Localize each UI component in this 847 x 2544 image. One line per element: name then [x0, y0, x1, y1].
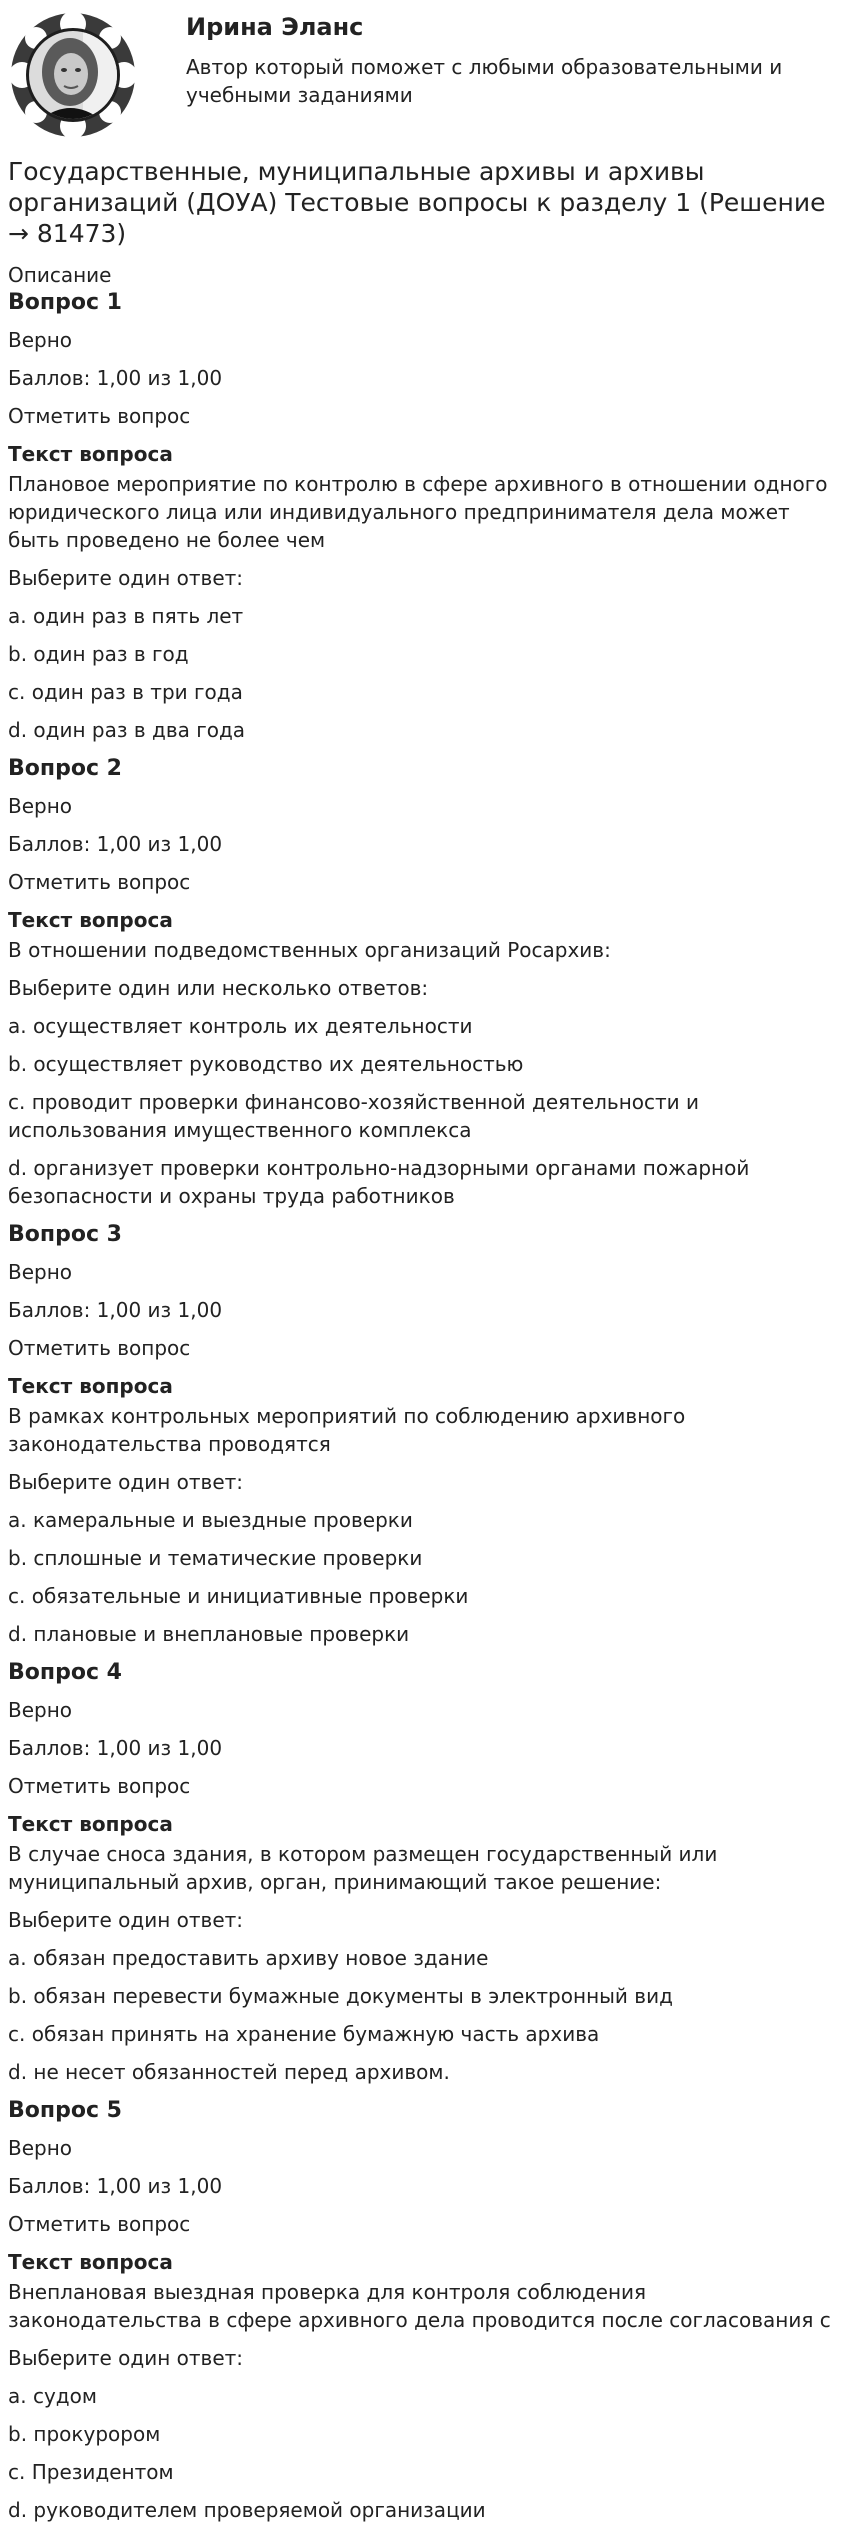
question-text-label: Текст вопроса	[8, 908, 173, 932]
document-title: Государственные, муниципальные архивы и архивы организаций (ДОУА) Тестовые вопросы к разделу 1 (Решение → 81473)	[8, 157, 826, 248]
answer-option[interactable]: c. один раз в три года	[8, 680, 243, 704]
answer-prompt: Выберите один ответ:	[8, 1908, 244, 1932]
answer-list	[8, 2382, 839, 2524]
answer-list	[8, 1506, 839, 1648]
question-block	[8, 1220, 839, 1648]
answer-option[interactable]: c. Президентом	[8, 2460, 174, 2484]
answer-option[interactable]: a. осуществляет контроль их деятельности	[8, 1014, 473, 1038]
answer-option[interactable]: a. один раз в пять лет	[8, 604, 244, 628]
question-status: Верно	[8, 2136, 73, 2160]
answer-list	[8, 1944, 839, 2086]
author-header	[8, 8, 839, 146]
question-title: Вопрос 4	[8, 1660, 122, 1685]
answer-option[interactable]: d. плановые и внеплановые проверки	[8, 1622, 410, 1646]
answer-option[interactable]: c. обязательные и инициативные проверки	[8, 1584, 469, 1608]
answer-prompt: Выберите один ответ:	[8, 566, 244, 590]
question-block	[8, 288, 839, 744]
question-text-label: Текст вопроса	[8, 2250, 173, 2274]
answer-prompt: Выберите один ответ:	[8, 1470, 244, 1494]
answer-option[interactable]: b. прокурором	[8, 2422, 161, 2446]
question-status: Верно	[8, 1260, 73, 1284]
question-text: В случае сноса здания, в котором размещен государственный или муниципальный архив, орган, принимающий такое решение:	[8, 1842, 718, 1894]
answer-option[interactable]: b. один раз в год	[8, 642, 189, 666]
answer-option[interactable]: d. руководителем проверяемой организации	[8, 2498, 486, 2522]
question-text: Внеплановая выездная проверка для контроля соблюдения законодательства в сфере архивного дела проводится после согласования с	[8, 2280, 831, 2332]
question-status: Верно	[8, 1698, 73, 1722]
question-block	[8, 754, 839, 1210]
flag-question-link[interactable]: Отметить вопрос	[8, 1774, 191, 1798]
author-description: Автор который поможет с любыми образовательными и учебными заданиями	[186, 55, 783, 107]
flag-question-link[interactable]: Отметить вопрос	[8, 404, 191, 428]
answer-option[interactable]: b. обязан перевести бумажные документы в электронный вид	[8, 1984, 673, 2008]
questions-list	[8, 288, 839, 2524]
answer-option[interactable]: c. обязан принять на хранение бумажную часть архива	[8, 2022, 600, 2046]
question-text-label: Текст вопроса	[8, 1812, 173, 1836]
question-score: Баллов: 1,00 из 1,00	[8, 366, 223, 390]
question-title: Вопрос 1	[8, 290, 122, 315]
question-title: Вопрос 2	[8, 756, 122, 781]
author-info	[186, 8, 826, 109]
answer-option[interactable]: a. камеральные и выездные проверки	[8, 1508, 413, 1532]
author-name[interactable]: Ирина Эланс	[186, 13, 364, 41]
answer-prompt: Выберите один или несколько ответов:	[8, 976, 429, 1000]
answer-option[interactable]: b. осуществляет руководство их деятельностью	[8, 1052, 524, 1076]
question-status: Верно	[8, 328, 73, 352]
avatar[interactable]	[8, 10, 138, 140]
flag-question-link[interactable]: Отметить вопрос	[8, 1336, 191, 1360]
answer-option[interactable]: d. не несет обязанностей перед архивом.	[8, 2060, 450, 2084]
flag-question-link[interactable]: Отметить вопрос	[8, 2212, 191, 2236]
answer-option[interactable]: a. судом	[8, 2384, 97, 2408]
answer-list	[8, 602, 839, 744]
answer-prompt: Выберите один ответ:	[8, 2346, 244, 2370]
answer-option[interactable]: b. сплошные и тематические проверки	[8, 1546, 423, 1570]
answer-option[interactable]: d. организует проверки контрольно-надзорными органами пожарной безопасности и охраны труда работников	[8, 1156, 750, 1208]
avatar-image	[8, 10, 138, 140]
question-score: Баллов: 1,00 из 1,00	[8, 1736, 223, 1760]
question-title: Вопрос 3	[8, 1222, 122, 1247]
answer-list	[8, 1012, 839, 1210]
answer-option[interactable]: a. обязан предоставить архиву новое здание	[8, 1946, 489, 1970]
question-text: Плановое мероприятие по контролю в сфере архивного в отношении одного юридического лица или индивидуального предпринимателя дела может быть проведено не более чем	[8, 472, 828, 552]
question-status: Верно	[8, 794, 73, 818]
answer-option[interactable]: c. проводит проверки финансово-хозяйственной деятельности и использования имущественного комплекса	[8, 1090, 700, 1142]
question-text: В отношении подведомственных организаций Росархив:	[8, 938, 611, 962]
description-label: Описание	[8, 263, 112, 287]
question-score: Баллов: 1,00 из 1,00	[8, 1298, 223, 1322]
question-block	[8, 2096, 839, 2524]
question-score: Баллов: 1,00 из 1,00	[8, 2174, 223, 2198]
question-title: Вопрос 5	[8, 2098, 122, 2123]
flag-question-link[interactable]: Отметить вопрос	[8, 870, 191, 894]
question-score: Баллов: 1,00 из 1,00	[8, 832, 223, 856]
answer-option[interactable]: d. один раз в два года	[8, 718, 246, 742]
question-text-label: Текст вопроса	[8, 442, 173, 466]
question-block	[8, 1658, 839, 2086]
question-text-label: Текст вопроса	[8, 1374, 173, 1398]
question-text: В рамках контрольных мероприятий по соблюдению архивного законодательства проводятся	[8, 1404, 686, 1456]
